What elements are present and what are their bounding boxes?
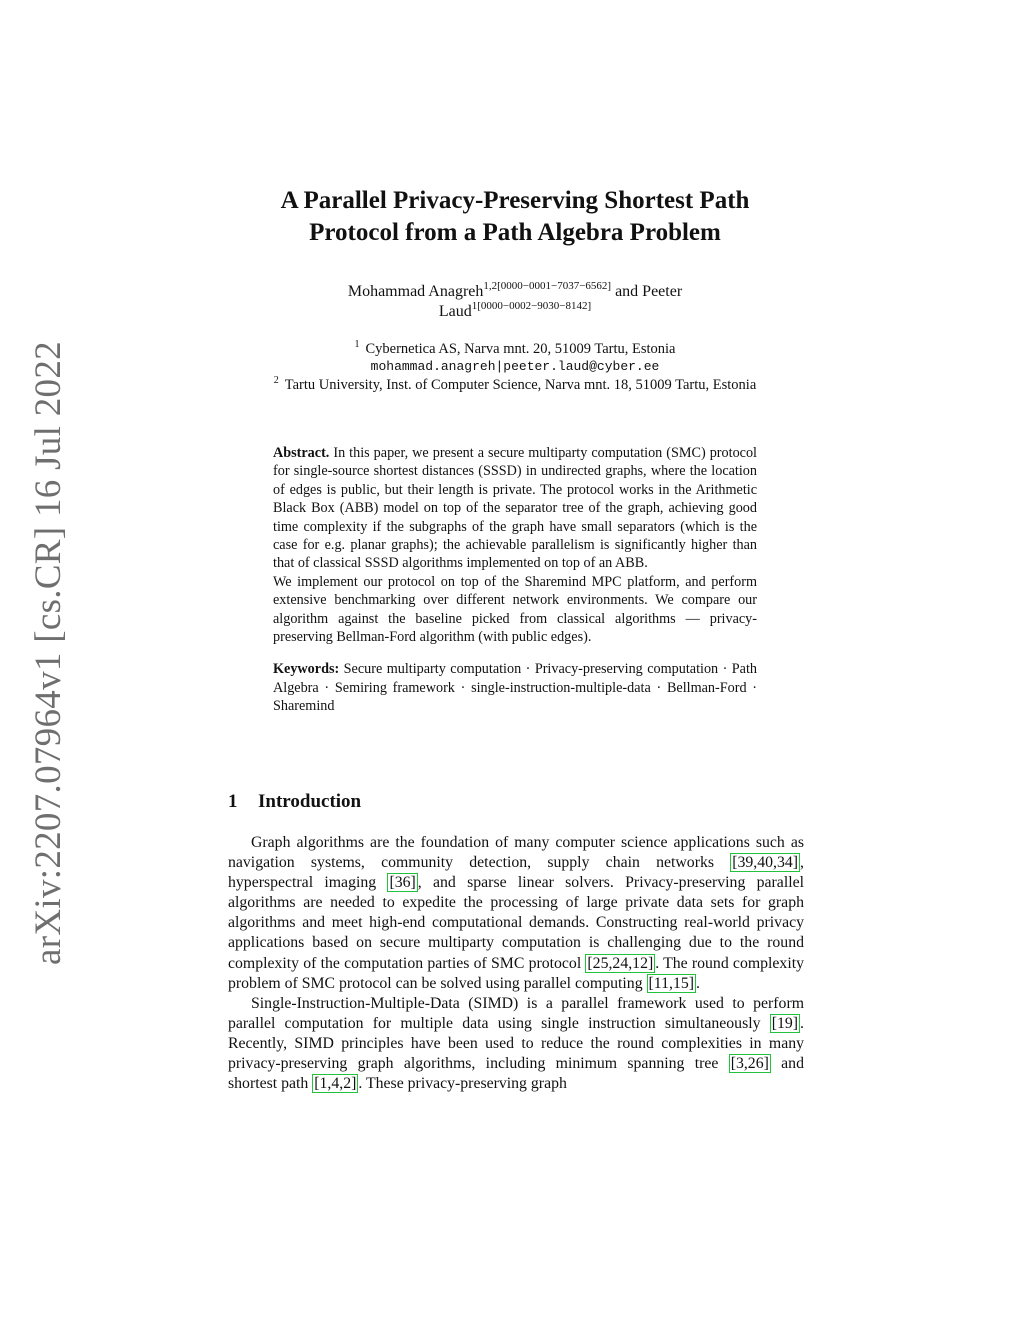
intro-paragraph-1 [228,833,804,994]
citation-link[interactable]: [39,40,34] [732,854,799,872]
arxiv-identifier-stamp: arXiv:2207.07964v1 [cs.CR] 16 Jul 2022 [28,341,69,965]
intro-p1-text-c: , and sparse linear solvers. Privacy-preserving parallel algorithms are needed to expedite the processing of large private data sets for graph algorithms and meet high-end computational demands. Constructing real-world privacy applications based on secure multiparty computation is challenging due to the round complexity of the computation parties of SMC protocol [228,874,804,972]
section-heading-introduction [228,790,361,814]
author-2-orcid: 1[0000−0002−9030−8142] [471,300,592,312]
abstract-text-1: In this paper, we present a secure multiparty computation (SMC) protocol for single-source shortest distances (SSSD) in undirected graphs, where the location of edges is public, but their length is private. The protocol works in the Arithmetic Black Box (ABB) model on top of the separator tree of the graph, achieving good time complexity if the subgraphs of the graph have small separators (which is the case for e.g. planar graphs); the achievable parallelism is significantly higher than that of classical SSSD algorithms implemented on top of an ABB. [273,445,757,572]
intro-p1-text-d: . The round complexity problem of SMC protocol can be solved using parallel computing [228,954,804,992]
author-list [230,282,800,322]
keywords-text: Secure multiparty computation · Privacy-preserving computation · Path Algebra · Semiring framework · single-instruction-multiple-data · Bellman-Ford · Sharemind [273,661,757,715]
intro-p1-text-b: , hyperspectral imaging [228,854,804,892]
abstract-label: Abstract. [273,445,330,461]
affiliation-2-marker: 2 [273,375,279,386]
citation-link[interactable]: [25,24,12] [587,954,654,972]
title-line-2: Protocol from a Path Algebra Problem [309,219,721,246]
section-number: 1 [228,791,238,812]
author-1-orcid: 1,2[0000−0001−7037−6562] [483,280,612,292]
citation-link[interactable]: [3,26] [730,1055,769,1073]
section-title: Introduction [258,791,362,812]
intro-p2-text-c: and shortest path [228,1055,804,1093]
intro-p2-text-a: Single-Instruction-Multiple-Data (SIMD) is a parallel framework used to perform parallel computation for multiple data using single instruction simultaneously [228,994,804,1032]
paper-title [230,185,800,249]
author-1-name: Mohammad Anagreh [347,283,484,300]
author-conjunction: and Peeter [611,283,683,300]
affiliation-1-text: Cybernetica AS, Narva mnt. 20, 51009 Tartu, Estonia [365,341,676,357]
affiliations [200,340,830,394]
author-line-2 [230,302,800,322]
affiliation-2-text: Tartu University, Inst. of Computer Science, Narva mnt. 18, 51009 Tartu, Estonia [284,377,757,393]
affiliation-1-marker: 1 [354,339,360,350]
intro-paragraph-2 [228,994,804,1094]
citation-link[interactable]: [11,15] [648,974,695,992]
introduction-body [228,833,804,1094]
author-2-name: Laud [438,303,472,320]
title-line-1: A Parallel Privacy-Preserving Shortest Path [280,187,750,214]
abstract-block [273,444,757,716]
citation-link[interactable]: [1,4,2] [314,1075,357,1093]
affiliation-2 [200,376,830,394]
intro-p2-text-b: . Recently, SIMD principles have been used to reduce the round complexities in many privacy-preserving graph algorithms, including minimum spanning tree [228,1014,804,1073]
abstract-paragraph-2: We implement our protocol on top of the Sharemind MPC platform, and perform extensive benchmarking over different network environments. We compare our algorithm against the baseline picked from classical algorithms — privacy-preserving Bellman-Ford algorithm (with public edges). [273,573,757,646]
intro-p2-text-d: . These privacy-preserving graph [358,1075,567,1093]
keywords-paragraph [273,660,757,715]
intro-p1-text-a: Graph algorithms are the foundation of many computer science applications such as navigation systems, community detection, supply chain networks [228,834,804,872]
affiliation-1 [200,340,830,358]
intro-p1-text-e: . [696,974,700,992]
citation-link[interactable]: [36] [389,874,416,892]
author-emails[interactable]: mohammad.anagreh|peeter.laud@cyber.ee [370,359,660,374]
citation-link[interactable]: [19] [771,1014,799,1032]
abstract-paragraph-1 [273,444,757,573]
keywords-label: Keywords: [273,661,340,678]
author-line-1 [230,282,800,302]
